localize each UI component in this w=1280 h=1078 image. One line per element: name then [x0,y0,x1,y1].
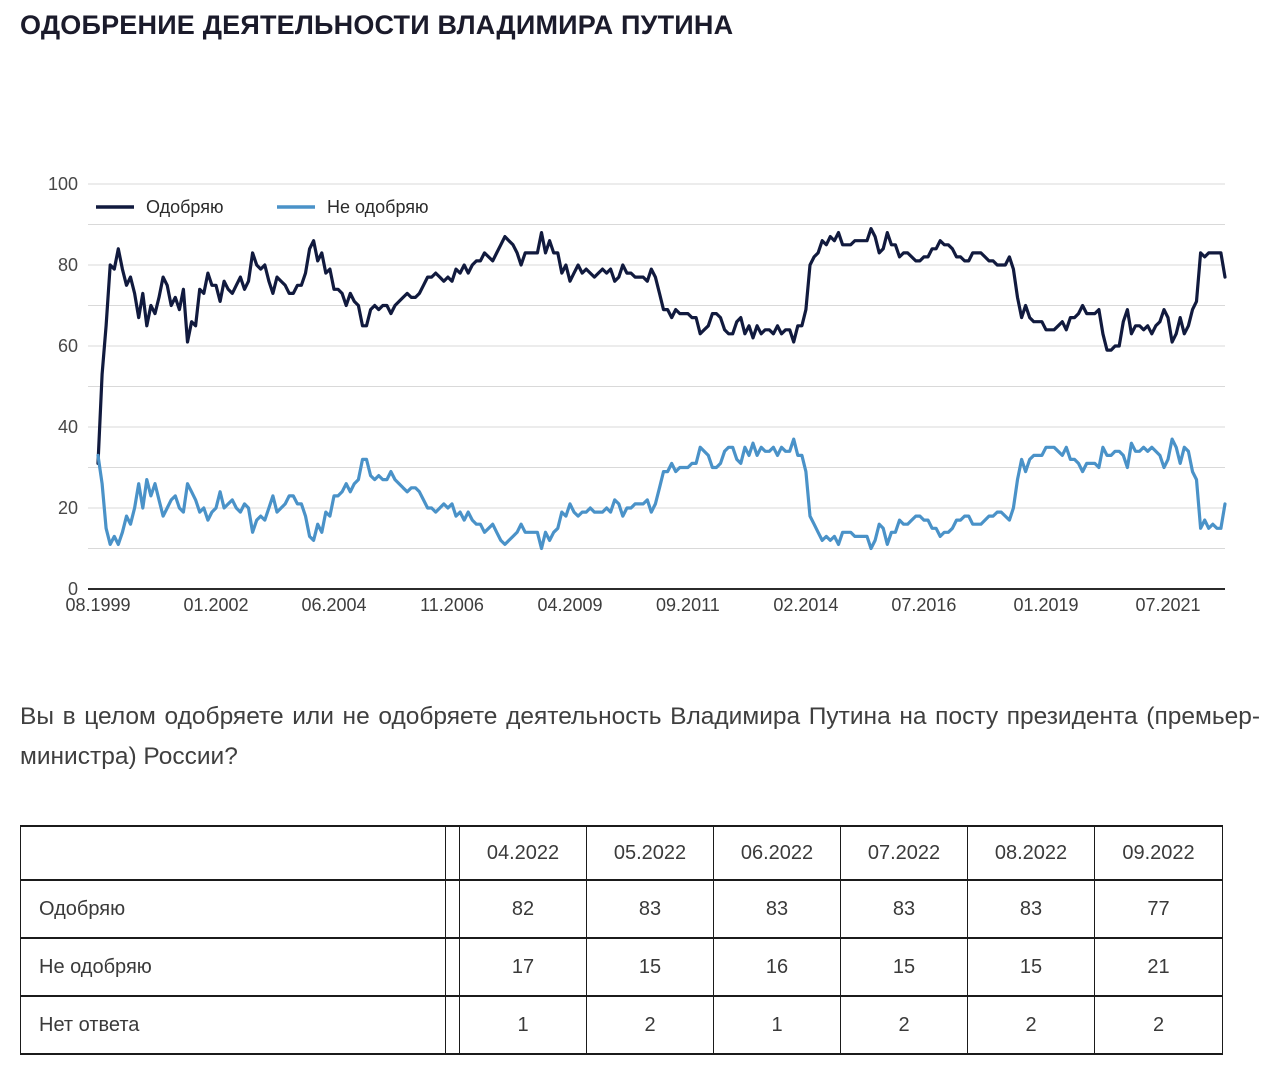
value-cell-r0-c1: 83 [587,880,714,938]
legend-label-approve: Одобряю [146,197,224,217]
table-row [21,938,1223,996]
column-header-07.2022: 07.2022 [841,826,968,880]
table-spacer-cell [446,880,460,938]
y-tick-label-100: 100 [47,174,78,194]
monthly-results-table [20,825,1223,1055]
x-tick-label-04.2009: 04.2009 [537,595,603,615]
value-cell-r1-c2: 16 [714,938,841,996]
x-tick-label-07.2021: 07.2021 [1135,595,1201,615]
value-cell-r2-c1: 2 [587,996,714,1054]
value-cell-r1-c5: 21 [1095,938,1223,996]
x-tick-label-08.1999: 08.1999 [65,595,131,615]
x-tick-label-01.2002: 01.2002 [183,595,249,615]
value-cell-r1-c3: 15 [841,938,968,996]
table-row [21,996,1223,1054]
column-header-06.2022: 06.2022 [714,826,841,880]
column-header-08.2022: 08.2022 [968,826,1095,880]
table-spacer-cell [446,996,460,1054]
column-header-05.2022: 05.2022 [587,826,714,880]
table-spacer-cell [446,826,460,880]
value-cell-r1-c1: 15 [587,938,714,996]
legend-label-disapprove: Не одобряю [327,197,429,217]
value-cell-r0-c4: 83 [968,880,1095,938]
y-tick-label-80: 80 [57,255,78,275]
value-cell-r2-c0: 1 [460,996,587,1054]
y-tick-label-40: 40 [57,417,78,437]
table-body [21,826,1223,1054]
value-cell-r1-c4: 15 [968,938,1095,996]
value-cell-r0-c3: 83 [841,880,968,938]
y-tick-label-0: 0 [67,579,78,599]
value-cell-r2-c2: 1 [714,996,841,1054]
page-title: ОДОБРЕНИЕ ДЕЯТЕЛЬНОСТИ ВЛАДИМИРА ПУТИНА [20,10,734,40]
table-spacer-cell [446,938,460,996]
approval-trend-chart [0,160,1280,640]
row-label: Не одобряю [21,938,446,996]
column-header-04.2022: 04.2022 [460,826,587,880]
row-label: Одобряю [21,880,446,938]
x-tick-label-02.2014: 02.2014 [773,595,839,615]
x-tick-label-11.2006: 11.2006 [420,595,484,615]
column-header-09.2022: 09.2022 [1095,826,1223,880]
disapprove-line-series [98,439,1225,548]
row-label: Нет ответа [21,996,446,1054]
value-cell-r0-c0: 82 [460,880,587,938]
value-cell-r2-c3: 2 [841,996,968,1054]
y-tick-label-20: 20 [57,498,78,518]
survey-question-text: Вы в целом одобряете или не одобряете деятельность Владимира Путина на посту президента (премьер-министра) России? [20,703,1260,770]
x-tick-label-09.2011: 09.2011 [656,595,720,615]
y-tick-label-60: 60 [57,336,78,356]
value-cell-r0-c2: 83 [714,880,841,938]
value-cell-r1-c0: 17 [460,938,587,996]
x-tick-label-06.2004: 06.2004 [301,595,367,615]
value-cell-r2-c4: 2 [968,996,1095,1054]
table-corner-cell [21,826,446,880]
x-tick-label-07.2016: 07.2016 [891,595,957,615]
x-tick-label-01.2019: 01.2019 [1013,595,1079,615]
table-header-row [21,826,1223,880]
value-cell-r2-c5: 2 [1095,996,1223,1054]
value-cell-r0-c5: 77 [1095,880,1223,938]
table-row [21,880,1223,938]
